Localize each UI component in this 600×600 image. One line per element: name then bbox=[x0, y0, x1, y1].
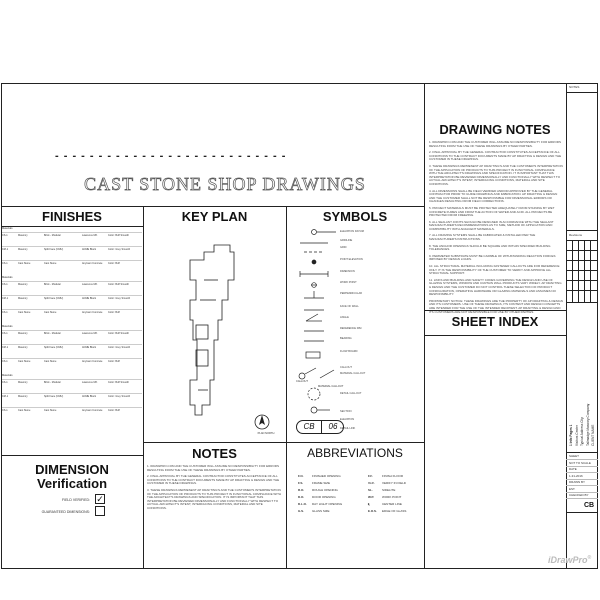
callout-icon bbox=[299, 368, 316, 379]
finishes-cell-name: Brick - Modular bbox=[44, 234, 61, 237]
dimension-heading-line1: DIMENSION bbox=[35, 462, 109, 477]
revision-row-line bbox=[566, 270, 598, 271]
finishes-cell-source: Lawrence Mfr. bbox=[82, 332, 98, 335]
perpendicular-icon bbox=[304, 291, 324, 298]
finishes-cell-name: Brick - Modular bbox=[44, 283, 61, 286]
finishes-cell-type: Masonry bbox=[18, 297, 28, 300]
finishes-cell-code: CS-1 bbox=[2, 234, 8, 237]
titleblock-info-row: SHEET bbox=[569, 454, 580, 458]
finishes-cell-code: CM-1 bbox=[2, 248, 9, 251]
drawing-note: 4. ALL DIMENSIONS SHALL BE FIELD VERIFIED AND/OR APPROVED BY THE GENERAL CONTRACTOR PRIOR TO GUIDE DRAWINGS AND FABRICATION. AP DRAFTING & DESIGN AND THE CUSTOMER SHALL NOT BE RESPONSIBLE FOR DIMENSIONAL ERRORS OR CHANGES RESULTING FROM FIELD CORRECTIONS. bbox=[429, 188, 558, 204]
guaranteed-dimensions-label: GUARANTEED DIMENSIONS: bbox=[41, 510, 90, 514]
finishes-cell-color: Color: Buff Smooth bbox=[108, 381, 130, 384]
abbreviation-code: ℄ bbox=[368, 502, 370, 506]
finishes-row bbox=[2, 295, 142, 302]
tb-rule-5 bbox=[566, 512, 598, 513]
finishes-cell-code: CS-1 bbox=[2, 409, 8, 412]
finishes-cell-name: Brick - Modular bbox=[44, 381, 61, 384]
finishes-cell-type: Cast Stone bbox=[18, 262, 31, 265]
finishes-cell-type: Cast Stone bbox=[18, 409, 31, 412]
finishes-cell-name: Brick - Modular bbox=[44, 332, 61, 335]
finishes-cell-color: Color: Buff bbox=[108, 262, 120, 265]
finishes-row bbox=[2, 246, 142, 253]
finishes-row bbox=[2, 260, 142, 267]
revision-row-line bbox=[566, 260, 598, 261]
abbreviation-code: F.S. bbox=[298, 481, 304, 485]
revision-row-line bbox=[566, 240, 598, 241]
drawing-note: 3. THESE DRAWINGS REPRESENT AP DRAFTING'S AND THE CUSTOMER'S INTERPRETATION OF THE APPLICATION OF PRODUCTS TO THIS PROJECT IN FUNCTIONAL COMPLIANCE WITH THE ARCHITECT'S DRAWINGS AND SPECIFICATION. IT IS IMPORTANT THAT THIS INTERPRETATION BE REVIEWED DIMENSIONALLY AND FUNCTIONALLY WITH RESPECT TO ACTUAL ARCHITECT'S INTENT, INTERFACING CONDITIONS, MATERIAL AND SITE CONDITIONS. bbox=[429, 163, 563, 186]
abbreviation-code: F.F. bbox=[368, 474, 373, 478]
finishes-cell-name: Split Face (CMU) bbox=[44, 346, 64, 349]
finishes-cell-color: Color: Buff Smooth bbox=[108, 332, 130, 335]
symbol-label: MATERIAL CALLOUT bbox=[340, 372, 366, 375]
abbreviation-code: W.P. bbox=[368, 495, 374, 499]
finishes-cell-type: Masonry bbox=[18, 248, 28, 251]
titleblock-info-rule bbox=[566, 498, 598, 499]
symbol-label: WORK POINT bbox=[340, 281, 357, 284]
symbol-label: CALLOUT bbox=[340, 366, 352, 369]
north-arrow-icon bbox=[255, 415, 269, 429]
finishes-group-label: Materials bbox=[2, 227, 13, 230]
finishes-cell-name: Split Face (CMU) bbox=[44, 248, 64, 251]
finishes-cell-name: Split Face (CMU) bbox=[44, 297, 64, 300]
abbreviation-code: R.O. bbox=[298, 488, 305, 492]
finishes-cell-color: Color: Grey Smooth bbox=[108, 297, 131, 300]
symbol-label: DIMENSION bbox=[340, 270, 355, 273]
symbol-label: BEARING bbox=[340, 337, 352, 340]
divider-notes-abbr bbox=[286, 442, 287, 569]
note-paragraph: 2. FINAL APPROVAL BY THE GENERAL CONTRACTOR CONSTITUTES ACCEPTANCE OF ALL CONDITIONS TO THE CONTRACT DOCUMENTS MADE BY AP DRAFTING & DESIGN AND THE CUSTOMER IN THESE DRAWINGS. bbox=[147, 474, 280, 486]
revision-col-line bbox=[572, 240, 573, 302]
finishes-cell-source: Lawrence Mfr. bbox=[82, 381, 98, 384]
angle-icon bbox=[306, 314, 322, 321]
drawing-note: 11. LINKS AND BUILDING AND SAFETY CODES GOVERNING THE DESIGN AND USE OF GLAZING SYSTEMS, WINDOW AND CURTAIN WALL PRODUCTS VARY WIDELY. AP DRAFTING & DESIGN AND THE CUSTOMER DO NOT CONTROL THESE SELECTION OF PRODUCT CONFIGURATION, OPERATING HARDWARE OR GLAZING MATERIALS AND ASSUMES NO RESPONSIBILITY. bbox=[429, 277, 562, 297]
finishes-cell-color: Color: Grey Smooth bbox=[108, 346, 131, 349]
titleblock-info-row: 1-31-2016 bbox=[569, 473, 583, 478]
abbreviation-meaning: VERIFY IN FIELD bbox=[382, 481, 406, 485]
abbreviation-meaning: DAY LIGHT OPENING bbox=[312, 502, 343, 506]
finishes-cell-type: Masonry bbox=[18, 332, 28, 335]
symbol-label: DETAIL CALLOUT bbox=[340, 392, 362, 395]
titleblock-info-row: DRAWN BY bbox=[569, 480, 586, 484]
symbols-heading: SYMBOLS bbox=[322, 209, 388, 224]
drawing-note: 2. FINAL APPROVAL BY THE GENERAL CONTRACTOR CONSTITUTES ACCEPTANCE OF ALL CONDITIONS TO THE CONTRACT DOCUMENTS MADE BY AP DRAFTING & DESIGN AND THE CUSTOMER IN THESE DRAWINGS. bbox=[429, 150, 562, 162]
notes-body bbox=[147, 465, 282, 565]
finishes-cell-color: Color: Buff Smooth bbox=[108, 234, 130, 237]
point-elevation-icon bbox=[312, 260, 316, 264]
symbol-label: GRID bbox=[340, 246, 347, 249]
titleblock-info-row: NOT TO SCALE bbox=[569, 460, 591, 465]
abbreviation-meaning: EDGE OF GLASS bbox=[382, 509, 407, 513]
finishes-cell-source: Anytown Concrete bbox=[82, 409, 103, 412]
brand-mark: ® bbox=[587, 555, 592, 561]
finishes-cell-source: Anytown Concrete bbox=[82, 360, 103, 363]
detail-tag-divider bbox=[321, 421, 322, 433]
project-line: Typical Address City bbox=[580, 417, 584, 446]
finishes-cell-source: Lawrence Mfr. bbox=[82, 283, 98, 286]
abbreviation-code: F.O. bbox=[298, 474, 304, 478]
finishes-row bbox=[2, 344, 142, 351]
finishes-cell-type: Masonry bbox=[18, 381, 28, 384]
abbreviation-meaning: FRAME SIZE bbox=[312, 481, 331, 485]
revision-col-line bbox=[578, 240, 579, 302]
divider-keyplan bbox=[286, 206, 287, 442]
finishes-cell-source: Anytown Concrete bbox=[82, 311, 103, 314]
abbreviation-meaning: ROUGH OPENING bbox=[312, 488, 338, 492]
callout-b-label: MATERIAL CALLOUT bbox=[318, 385, 344, 388]
section-icon bbox=[311, 407, 330, 413]
finishes-cell-type: Cast Stone bbox=[18, 360, 31, 363]
divider-dimension bbox=[1, 455, 143, 456]
finishes-cell-source: Anytown Concrete bbox=[82, 262, 103, 265]
note-paragraph: 3. THESE DRAWINGS REPRESENT AP DRAFTING'S AND THE CUSTOMER'S INTERPRETATION OF THE APPLICATION OF PRODUCTS TO THIS PROJECT IN FUNCTIONAL COMPLIANCE WITH THE ARCHITECT'S DRAWINGS AND SPECIFICATION. IT IS IMPORTANT THAT THIS INTERPRETATION BE REVIEWED DIMENSIONALLY AND FUNCTIONALLY WITH RESPECT TO ACTUAL ARCHITECT'S INTENT, INTERFACING CONDITIONS, MATERIAL AND SITE CONDITIONS. bbox=[147, 487, 282, 510]
detail-callout-icon bbox=[308, 388, 320, 400]
finishes-cell-source: ACME Block bbox=[82, 346, 97, 349]
revision-col-line bbox=[584, 240, 585, 302]
material-callout-icon bbox=[320, 370, 334, 378]
drawing-note: 10. ALL STRUCTURAL MATERIAL INCLUDING FASTENER CALLOUTS ARE FOR REFERENCE ONLY. IT IS THE RESPONSIBILITY OF THE CUSTOMER TO VERIFY AND APPROVE ALL STRUCTURAL SUPPORT. bbox=[429, 264, 560, 276]
finishes-group-label: Materials bbox=[2, 325, 13, 328]
finishes-group-label: Materials bbox=[2, 276, 13, 279]
drawing-notes-body bbox=[429, 140, 563, 314]
flow-board-icon bbox=[306, 352, 320, 358]
finishes-row bbox=[2, 309, 142, 316]
field-verified-checkbox[interactable]: ✓ bbox=[96, 494, 104, 504]
abbreviation-meaning: SIDELITE bbox=[382, 488, 396, 492]
tb-rule-1 bbox=[566, 92, 598, 93]
symbol-label: POINT ELEVATION bbox=[340, 258, 363, 261]
finishes-cell-name: Split Face (CMU) bbox=[44, 395, 64, 398]
finishes-cell-source: Lawrence Mfr. bbox=[82, 234, 98, 237]
abbreviation-code: V.I.F. bbox=[368, 481, 375, 485]
project-line: Tallmadge Masonry Company bbox=[585, 403, 590, 446]
symbol-label: FACE OF WALL bbox=[340, 305, 359, 308]
sheet-title: CAST STONE SHOP DRAWINGS bbox=[84, 174, 366, 194]
abbreviation-meaning: CENTER LINE bbox=[382, 502, 402, 506]
symbol-label: DETAIL LINK bbox=[340, 427, 356, 430]
finishes-cell-color: Color: Buff bbox=[108, 409, 120, 412]
finishes-row bbox=[2, 393, 142, 400]
titleblock-info-row: DATE bbox=[569, 467, 577, 471]
abbreviation-code: SL. bbox=[368, 488, 373, 492]
divider-mid bbox=[1, 206, 424, 207]
finishes-cell-code: CM-1 bbox=[2, 346, 9, 349]
abbreviation-meaning: WORK POINT bbox=[382, 495, 402, 499]
abbreviation-meaning: FINISHED OPENING bbox=[312, 474, 341, 478]
finishes-row bbox=[2, 232, 142, 239]
revision-row-line bbox=[566, 250, 598, 251]
divider-lower bbox=[143, 442, 424, 443]
finishes-cell-color: Color: Buff bbox=[108, 360, 120, 363]
finishes-cell-source: ACME Block bbox=[82, 395, 97, 398]
finishes-cell-name: Cast Stone bbox=[44, 262, 57, 265]
north-label: PLAN NORTH bbox=[257, 432, 275, 435]
drawing-note: PROPRIETARY NOTICE: THESE DRAWINGS ARE THE PROPERTY OF AP DRAFTING & DESIGN AND ITS CUSTOMERS. USE OF THESE DRAWINGS, ITS CONTENT AND DESIGN CONCEPTS ARE INTENDED FOR THE USE OF THE INTENDED RECIPIENT. AP DRAFTING & DESIGN AND ITS CUSTOMERS ARE NOT RESPONSIBLE FOR USE BY OTHER PARTIES. bbox=[429, 298, 563, 314]
finishes-cell-color: Color: Buff bbox=[108, 311, 120, 314]
divider-finishes bbox=[143, 206, 144, 569]
finishes-cell-code: CS-1 bbox=[2, 381, 8, 384]
drawing-note: 6. ALL SEALANT JOINTS SHOULD BE DESIGNED IN ACCORDANCE WITH THE SEALANT MANUFACTURER'S RECOMMENDATIONS AS TO SIZE, METHOD OF APPLICATION AND COMPATIBILITY WITH ADJACENT MATERIALS. bbox=[429, 219, 554, 231]
brand-name: iDrawPro bbox=[548, 555, 588, 565]
finishes-heading: FINISHES bbox=[42, 209, 102, 224]
elevation-datum-icon bbox=[312, 230, 337, 235]
finishes-cell-code: CS-1 bbox=[2, 262, 8, 265]
titleblock-info bbox=[566, 452, 598, 502]
symbol-label: GRIDLINE bbox=[340, 239, 353, 242]
field-verified-label: FIELD VERIFIED: bbox=[61, 498, 90, 502]
key-plan-drawing bbox=[150, 230, 280, 440]
detail-tag-right: 06 bbox=[328, 422, 338, 431]
finishes-row bbox=[2, 330, 142, 337]
symbol-label: SECTION bbox=[340, 410, 352, 413]
finishes-cell-source: ACME Block bbox=[82, 297, 97, 300]
finishes-cell-code: CS-1 bbox=[2, 360, 8, 363]
finishes-cell-color: Color: Grey Smooth bbox=[108, 248, 131, 251]
symbol-label: ELEVATION bbox=[340, 418, 355, 421]
finishes-row bbox=[2, 281, 142, 288]
titleblock-notes-label: NOTES bbox=[569, 85, 580, 89]
guaranteed-dimensions-checkbox[interactable] bbox=[95, 506, 105, 516]
callout-a-label: CALLOUT bbox=[296, 380, 308, 383]
symbol-label: REFERENCE DIM bbox=[340, 327, 362, 330]
finishes-cell-code: CS-1 bbox=[2, 332, 8, 335]
finishes-cell-type: Masonry bbox=[18, 283, 28, 286]
finishes-cell-type: Cast Stone bbox=[18, 311, 31, 314]
work-point-icon bbox=[311, 283, 317, 288]
notes-heading: NOTES bbox=[192, 446, 237, 461]
detail-tag-left: CB bbox=[303, 422, 315, 431]
sheet-code: CB bbox=[583, 502, 595, 509]
dimension-icon bbox=[300, 271, 328, 277]
finishes-row bbox=[2, 407, 142, 414]
finishes-cell-code: CS-1 bbox=[2, 283, 8, 286]
project-line: 1 Info Pages 1 bbox=[569, 424, 573, 446]
finishes-cell-type: Masonry bbox=[18, 346, 28, 349]
finishes-cell-code: CM-1 bbox=[2, 395, 9, 398]
symbol-label: ELEVATION DATUM bbox=[340, 230, 364, 233]
finishes-table bbox=[0, 227, 143, 447]
symbols-legend bbox=[290, 228, 338, 438]
divider-sheet-index-title bbox=[424, 335, 566, 336]
finishes-cell-source: ACME Block bbox=[82, 248, 97, 251]
titleblock-info-row: CHECKED BY bbox=[569, 493, 589, 497]
finishes-cell-code: CM-1 bbox=[2, 297, 9, 300]
finishes-cell-type: Masonry bbox=[18, 234, 28, 237]
tb-rule-2 bbox=[566, 230, 598, 231]
detail-tag bbox=[296, 420, 344, 434]
key-plan-heading: KEY PLAN bbox=[181, 209, 248, 224]
drawing-note: 9. PERIMETER SUBSTRATE MUST BE CAPABLE OF WITHSTANDING REACTION FORCES IMPOSED BY DESIGN LOADS. bbox=[429, 253, 556, 262]
symbol-label: ANGLE bbox=[340, 316, 349, 319]
abbreviation-meaning: GLASS SIZE bbox=[312, 509, 330, 513]
finishes-cell-color: Color: Buff Smooth bbox=[108, 283, 130, 286]
brand-logo bbox=[548, 555, 591, 565]
titleblock-revisions-label: Revisions bbox=[569, 233, 583, 237]
titleblock-project bbox=[566, 302, 598, 452]
abbreviation-code: E.O.S. bbox=[368, 509, 377, 513]
revision-col-line bbox=[590, 240, 591, 302]
finishes-cell-name: Cast Stone bbox=[44, 360, 57, 363]
note-paragraph: 1. IDRAWPRO.COM AND THE CUSTOMER WILL ASSUME NO RESPONSIBILITY FOR ERRORS RESULTING FROM THE USE OF THESE DRAWINGS BY OTHER PARTIES. bbox=[147, 464, 279, 472]
finishes-cell-name: Cast Stone bbox=[44, 409, 57, 412]
finishes-row bbox=[2, 379, 142, 386]
abbreviation-code: G.S. bbox=[298, 509, 305, 513]
drawing-notes-heading: DRAWING NOTES bbox=[439, 122, 551, 137]
drawing-note: 7. ALL FRAMING SYSTEMS SHALL BE FABRICATED & INSTALLED PER THE MANUFACTURER'S INSTRUCTIONS. bbox=[429, 233, 536, 242]
abbreviation-meaning: DOOR OPENING bbox=[312, 495, 336, 499]
project-line: CLIENT NAME bbox=[591, 424, 595, 446]
abbreviation-code: D.L.O. bbox=[298, 502, 307, 506]
project-line: Visitors Center bbox=[574, 425, 579, 446]
abbreviation-meaning: FINISH FLOOR bbox=[382, 474, 404, 478]
symbol-label: FLOW BOARD bbox=[340, 350, 358, 353]
abbreviations-heading: ABBREVIATIONS bbox=[307, 446, 403, 460]
finishes-cell-name: Cast Stone bbox=[44, 311, 57, 314]
finishes-cell-code: CS-1 bbox=[2, 311, 8, 314]
finishes-cell-type: Masonry bbox=[18, 395, 28, 398]
drawing-note: 5. PROJECT MATERIALS MUST BE PROTECTED ADEQUATELY FROM STAINING BY WET CONCRETE FUMES AND FROM THE ACTION OF WATER AND ACID. ALL PROJECTS BE PROTECTED FROM FREEZING. bbox=[429, 205, 555, 218]
symbol-label: PERPENDICULAR bbox=[340, 292, 363, 295]
title-dash-rule: - - - - - - - - - - - - - - - - - - - - - - - - - - - bbox=[55, 150, 287, 162]
finishes-cell-color: Color: Grey Smooth bbox=[108, 395, 131, 398]
dimension-heading-line2: Verification bbox=[36, 476, 108, 491]
drawing-note: 1. IDRAWPRO.COM AND THE CUSTOMER WILL ASSUME NO RESPONSIBILITY FOR ERRORS RESULTING FROM THE USE OF THESE DRAWINGS BY OTHER PARTIES. bbox=[429, 140, 561, 148]
revision-row-line bbox=[566, 290, 598, 291]
abbreviation-code: D.O. bbox=[298, 495, 305, 499]
finishes-group-label: Materials bbox=[2, 374, 13, 377]
drawing-note: 8. THE ANCHOR OPENINGS SHOULD BE SQUARE AND WITHIN SPECIFIED BUILDING TOLERANCES. bbox=[429, 243, 551, 252]
revision-row-line bbox=[566, 280, 598, 281]
titleblock-info-row: EST. bbox=[569, 486, 576, 491]
sheet-index-heading: SHEET INDEX bbox=[451, 314, 539, 329]
finishes-row bbox=[2, 358, 142, 365]
